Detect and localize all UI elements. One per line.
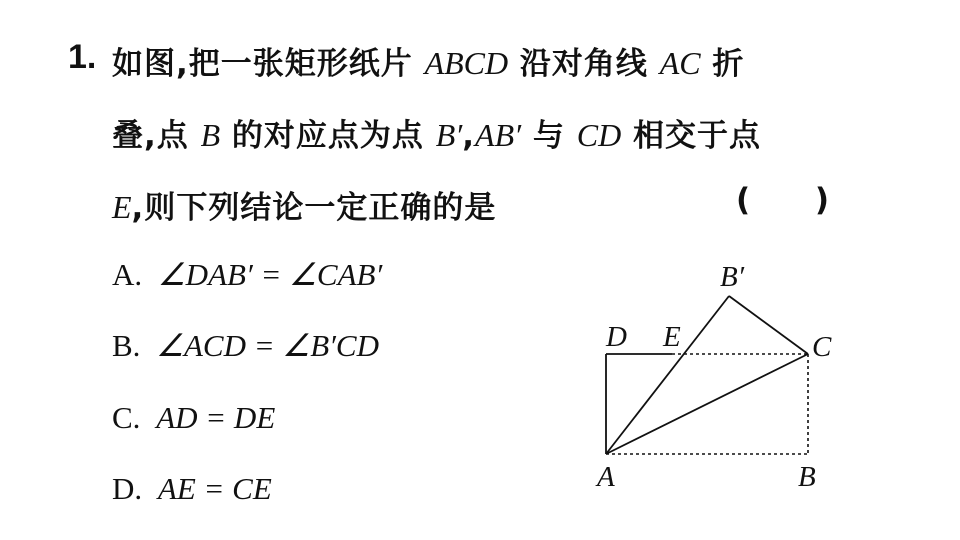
option-letter: A. (112, 257, 143, 292)
stem-text: 的对应点为点 (231, 118, 424, 154)
label-d: D (606, 321, 627, 353)
label-b-prime: B′ (720, 261, 745, 293)
stem-text: 如图,把一张矩形纸片 (112, 46, 413, 82)
option-expression: ∠ACD = ∠B′CD (156, 328, 379, 363)
segment-ab-prime (606, 296, 729, 454)
stem-text: 沿对角线 (519, 46, 648, 82)
stem-text: 折 (712, 46, 745, 82)
stem-text: 相交于点 (632, 118, 761, 154)
diagonal-ac (606, 354, 808, 454)
stem-text: 与 (532, 118, 565, 154)
math-term: ABCD (424, 45, 509, 81)
label-e: E (663, 321, 681, 353)
stem-text: 叠,点 (112, 118, 189, 154)
math-term: AC (659, 45, 701, 81)
segment-b-prime-c (729, 296, 808, 354)
option-letter: B. (112, 328, 141, 363)
option-expression: AE = CE (157, 471, 272, 506)
question-number: 1. (68, 38, 97, 76)
answer-blank: ( ) (736, 182, 830, 218)
math-term: B (200, 117, 221, 153)
label-b: B (798, 461, 816, 493)
option-expression: ∠DAB′ = ∠CAB′ (157, 257, 383, 292)
stem-text: , (462, 118, 476, 154)
math-term: AB′ (475, 117, 522, 153)
label-c: C (812, 331, 832, 363)
math-term: CD (576, 117, 622, 153)
stem-text: ,则下列结论一定正确的是 (131, 190, 497, 226)
option-letter: D. (112, 471, 143, 506)
option-letter: C. (112, 400, 141, 435)
label-a: A (597, 461, 615, 493)
option-expression: AD = DE (156, 400, 276, 435)
math-term: B′ (435, 117, 463, 153)
math-term: E (112, 189, 132, 225)
